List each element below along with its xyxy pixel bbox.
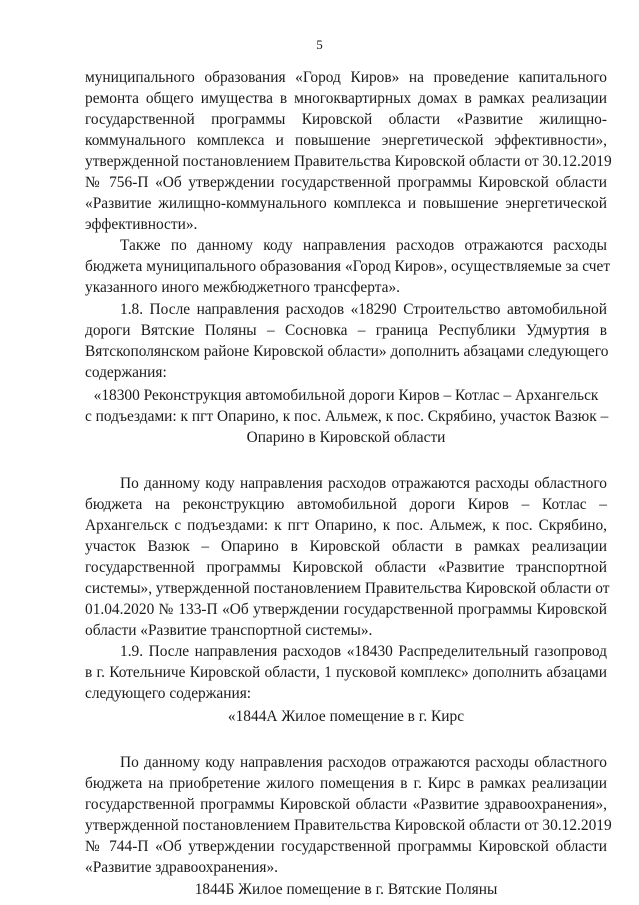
text-line: Также по данному коду направления расходов отражаются расходы [120, 237, 607, 254]
text-line: «Развитие здравоохранения». [85, 859, 279, 876]
text-line: По данному коду направления расходов отражаются расходы областного [120, 475, 607, 492]
text-line: указанного иного межбюджетного трансферта». [85, 279, 401, 296]
text-line: бюджета муниципального образования «Город Киров», осуществляемые за счет [85, 258, 611, 275]
heading-1844b: 1844Б Жилое помещение в г. Вятские Поляны [194, 881, 498, 898]
text-line: 01.04.2020 № 133-П «Об утверждении государственной программы Кировской [85, 601, 607, 618]
text-line: утвержденной постановлением Правительства Кировской области от 30.12.2019 [85, 817, 612, 834]
text-line: муниципального образования «Город Киров» на проведение капитального [85, 69, 607, 86]
text-line: «Развитие жилищно-коммунального комплекса и повышение энергетической [85, 195, 607, 212]
text-line: государственной программы Кировской области «Развитие жилищно- [85, 111, 607, 128]
text-line: Архангельск с подъездами: к пгт Опарино, к пос. Альмеж, к пос. Скрябино, [85, 517, 607, 534]
text-line: государственной программы Кировской области «Развитие транспортной [85, 559, 607, 576]
text-line: бюджета на приобретение жилого помещения в г. Кирс в рамках реализации [85, 775, 607, 792]
text-line: следующего содержания: [85, 685, 252, 702]
text-line: Опарино в Кировской области [246, 429, 446, 446]
text-line: № 756-П «Об утверждении государственной программы Кировской области [85, 174, 607, 191]
text-line: системы», утвержденной постановлением Правительства Кировской области от [85, 580, 610, 597]
text-line: участок Вазюк – Опарино в Кировской области в рамках реализации [85, 538, 607, 555]
text-line: утвержденной постановлением Правительства Кировской области от 30.12.2019 [85, 153, 612, 170]
heading-1844a: «1844А Жилое помещение в г. Кирс [227, 708, 465, 725]
text-line: содержания: [85, 364, 167, 381]
text-line: государственной программы Кировской области «Развитие здравоохранения», [85, 796, 607, 813]
text-line: № 744-П «Об утверждении государственной программы Кировской области [85, 838, 607, 855]
page-number: 5 [316, 37, 323, 52]
text-line: области «Развитие транспортной системы». [85, 622, 373, 639]
text-line: дороги Вятские Поляны – Сосновка – граница Республики Удмуртия в [85, 322, 607, 339]
text-line: По данному коду направления расходов отражаются расходы областного [120, 754, 607, 771]
text-line: 1.8. После направления расходов «18290 Строительство автомобильной [120, 301, 607, 318]
text-line: ремонта общего имущества в многоквартирных домах в рамках реализации [85, 90, 607, 107]
text-line: с подъездами: к пгт Опарино, к пос. Альмеж, к пос. Скрябино, участок Вазюк – [85, 408, 609, 425]
text-line: коммунального комплекса и повышение энергетической эффективности», [85, 132, 607, 149]
text-line: бюджета на реконструкцию автомобильной дороги Киров – Котлас – [85, 496, 607, 513]
text-line: в г. Котельниче Кировской области, 1 пусковой комплекс» дополнить абзацами [85, 664, 607, 681]
text-line: «18300 Реконструкция автомобильной дороги Киров – Котлас – Архангельск [93, 387, 599, 404]
text-line: 1.9. После направления расходов «18430 Распределительный газопровод [120, 643, 607, 660]
text-line: эффективности». [85, 216, 198, 233]
text-line: Вятскополянском районе Кировской области» дополнить абзацами следующего [85, 343, 609, 360]
